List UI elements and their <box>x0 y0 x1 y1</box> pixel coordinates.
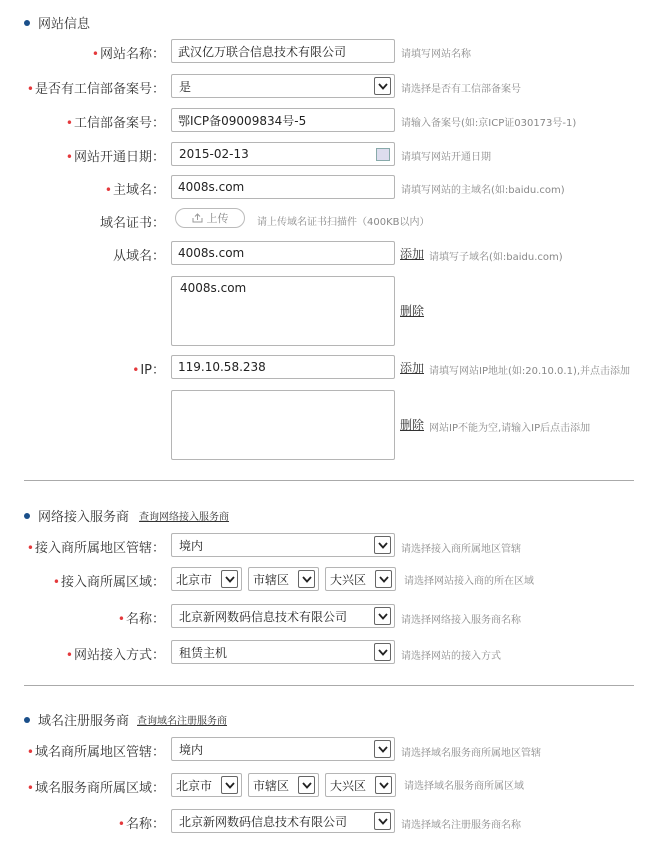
record-no-hint: 请输入备案号(如:京ICP证030173号-1) <box>401 118 577 129</box>
record-no-input[interactable] <box>171 108 395 132</box>
site-name-label: •网站名称： <box>91 47 165 62</box>
required-icon: • <box>26 541 34 555</box>
access-area-select[interactable] <box>325 567 396 591</box>
section-title: 网络接入服务商 <box>38 510 130 525</box>
chevron-down-icon[interactable] <box>374 607 391 625</box>
chevron-down-icon[interactable] <box>375 776 392 794</box>
access-method-value: 租赁主机 <box>179 645 228 660</box>
access-city-value: 北京市 <box>176 572 213 587</box>
site-name-hint: 请填写网站名称 <box>401 49 471 60</box>
ip-delete-hint: 网站IP不能为空,请输入IP后点击添加 <box>429 423 591 434</box>
miit-record-label: •是否有工信部备案号： <box>26 82 165 97</box>
registrar-region-admin-hint: 请选择域名服务商所属地区管辖 <box>401 748 541 759</box>
miit-record-value: 是 <box>179 79 192 94</box>
record-no-label: •工信部备案号： <box>65 116 165 131</box>
chevron-down-icon[interactable] <box>374 740 391 758</box>
registrar-name-select[interactable] <box>171 809 395 833</box>
ip-list[interactable] <box>171 390 395 460</box>
bullet-icon <box>24 20 30 26</box>
chevron-down-icon[interactable] <box>374 77 391 95</box>
registrar-district-value: 市辖区 <box>253 778 290 793</box>
access-method-select[interactable] <box>171 640 395 664</box>
chevron-down-icon[interactable] <box>374 643 391 661</box>
calendar-icon[interactable] <box>376 148 390 161</box>
required-icon: • <box>52 575 60 589</box>
divider <box>24 480 634 481</box>
bullet-icon <box>24 513 30 519</box>
domain-cert-hint: 请上传域名证书扫描件（400KB以内） <box>257 217 430 228</box>
required-icon: • <box>117 612 125 626</box>
required-icon: • <box>26 781 34 795</box>
access-region-admin-value: 境内 <box>179 538 204 553</box>
required-icon: • <box>26 82 34 96</box>
required-icon: • <box>104 183 112 197</box>
required-icon: • <box>65 150 73 164</box>
chevron-down-icon[interactable] <box>374 812 391 830</box>
ip-input[interactable] <box>171 355 395 379</box>
registrar-name-value: 北京新网数码信息技术有限公司 <box>179 814 348 829</box>
upload-icon <box>192 213 203 223</box>
registrar-area-value: 大兴区 <box>330 778 367 793</box>
domain-cert-label: 域名证书： <box>99 216 165 231</box>
access-method-hint: 请选择网站的接入方式 <box>401 651 501 662</box>
required-icon: • <box>65 648 73 662</box>
registrar-city-select[interactable] <box>171 773 242 797</box>
section-site-info <box>24 13 90 32</box>
sub-domain-hint: 请填写子域名(如:baidu.com) <box>429 252 563 263</box>
required-icon: • <box>65 116 73 130</box>
chevron-down-icon[interactable] <box>298 570 315 588</box>
required-icon: • <box>26 745 34 759</box>
query-registrar-link[interactable]: 查询域名注册服务商 <box>137 716 228 727</box>
sub-domain-list[interactable]: 4008s.com <box>171 276 395 346</box>
access-region-admin-label: •接入商所属地区管辖： <box>26 541 165 556</box>
chevron-down-icon[interactable] <box>375 570 392 588</box>
upload-label: 上传 <box>206 212 229 225</box>
miit-record-select[interactable] <box>171 74 395 98</box>
section-title: 网站信息 <box>38 17 91 32</box>
ip-add-link[interactable]: 添加 <box>400 361 425 375</box>
upload-button[interactable] <box>175 208 245 228</box>
open-date-value: 2015-02-13 <box>179 147 249 161</box>
access-method-label: •网站接入方式： <box>65 648 165 663</box>
bullet-icon <box>24 717 30 723</box>
access-area-value: 大兴区 <box>330 572 367 587</box>
query-access-provider-link[interactable]: 查询网络接入服务商 <box>139 512 230 523</box>
main-domain-input[interactable] <box>171 175 395 199</box>
sub-domain-label: 从域名： <box>112 249 165 264</box>
open-date-label: •网站开通日期： <box>65 150 165 165</box>
access-name-hint: 请选择网络接入服务商名称 <box>401 615 521 626</box>
miit-record-hint: 请选择是否有工信部备案号 <box>401 84 521 95</box>
ip-label: •IP： <box>132 363 165 378</box>
chevron-down-icon[interactable] <box>221 776 238 794</box>
access-region-hint: 请选择网站接入商的所在区域 <box>404 576 534 587</box>
registrar-region-admin-value: 境内 <box>179 742 204 757</box>
sub-domain-add-link[interactable]: 添加 <box>400 247 425 261</box>
access-name-value: 北京新网数码信息技术有限公司 <box>179 609 348 624</box>
registrar-name-hint: 请选择域名注册服务商名称 <box>401 820 521 831</box>
sub-domain-input[interactable] <box>171 241 395 265</box>
site-name-input[interactable] <box>171 39 395 63</box>
registrar-area-select[interactable] <box>325 773 396 797</box>
ip-delete-link[interactable]: 删除 <box>400 418 425 432</box>
registrar-name-label: •名称： <box>117 817 165 832</box>
chevron-down-icon[interactable] <box>221 570 238 588</box>
main-domain-hint: 请填写网站的主域名(如:baidu.com) <box>401 185 565 196</box>
registrar-region-hint: 请选择域名服务商所属区域 <box>404 781 524 792</box>
open-date-input[interactable] <box>171 142 395 166</box>
section-title: 域名注册服务商 <box>38 714 130 729</box>
access-name-label: •名称： <box>117 612 165 627</box>
access-region-label: •接入商所属区域： <box>52 575 165 590</box>
registrar-city-value: 北京市 <box>176 778 213 793</box>
sub-domain-delete-link[interactable]: 删除 <box>400 304 425 318</box>
registrar-district-select[interactable] <box>248 773 319 797</box>
section-access-provider <box>24 506 229 525</box>
chevron-down-icon[interactable] <box>298 776 315 794</box>
access-region-admin-select[interactable] <box>171 533 395 557</box>
open-date-hint: 请填写网站开通日期 <box>401 152 491 163</box>
ip-hint: 请填写网站IP地址(如:20.10.0.1),并点击添加 <box>429 366 631 377</box>
access-name-select[interactable] <box>171 604 395 628</box>
access-city-select[interactable] <box>171 567 242 591</box>
main-domain-label: •主域名： <box>104 183 165 198</box>
divider <box>24 685 634 686</box>
registrar-region-label: •域名服务商所属区域： <box>26 781 165 796</box>
access-district-select[interactable] <box>248 567 319 591</box>
access-district-value: 市辖区 <box>253 572 290 587</box>
chevron-down-icon[interactable] <box>374 536 391 554</box>
registrar-region-admin-select[interactable] <box>171 737 395 761</box>
access-region-admin-hint: 请选择接入商所属地区管辖 <box>401 544 521 555</box>
required-icon: • <box>132 363 140 377</box>
section-registrar <box>24 710 227 729</box>
required-icon: • <box>117 817 125 831</box>
registrar-region-admin-label: •域名商所属地区管辖： <box>26 745 165 760</box>
required-icon: • <box>91 47 99 61</box>
